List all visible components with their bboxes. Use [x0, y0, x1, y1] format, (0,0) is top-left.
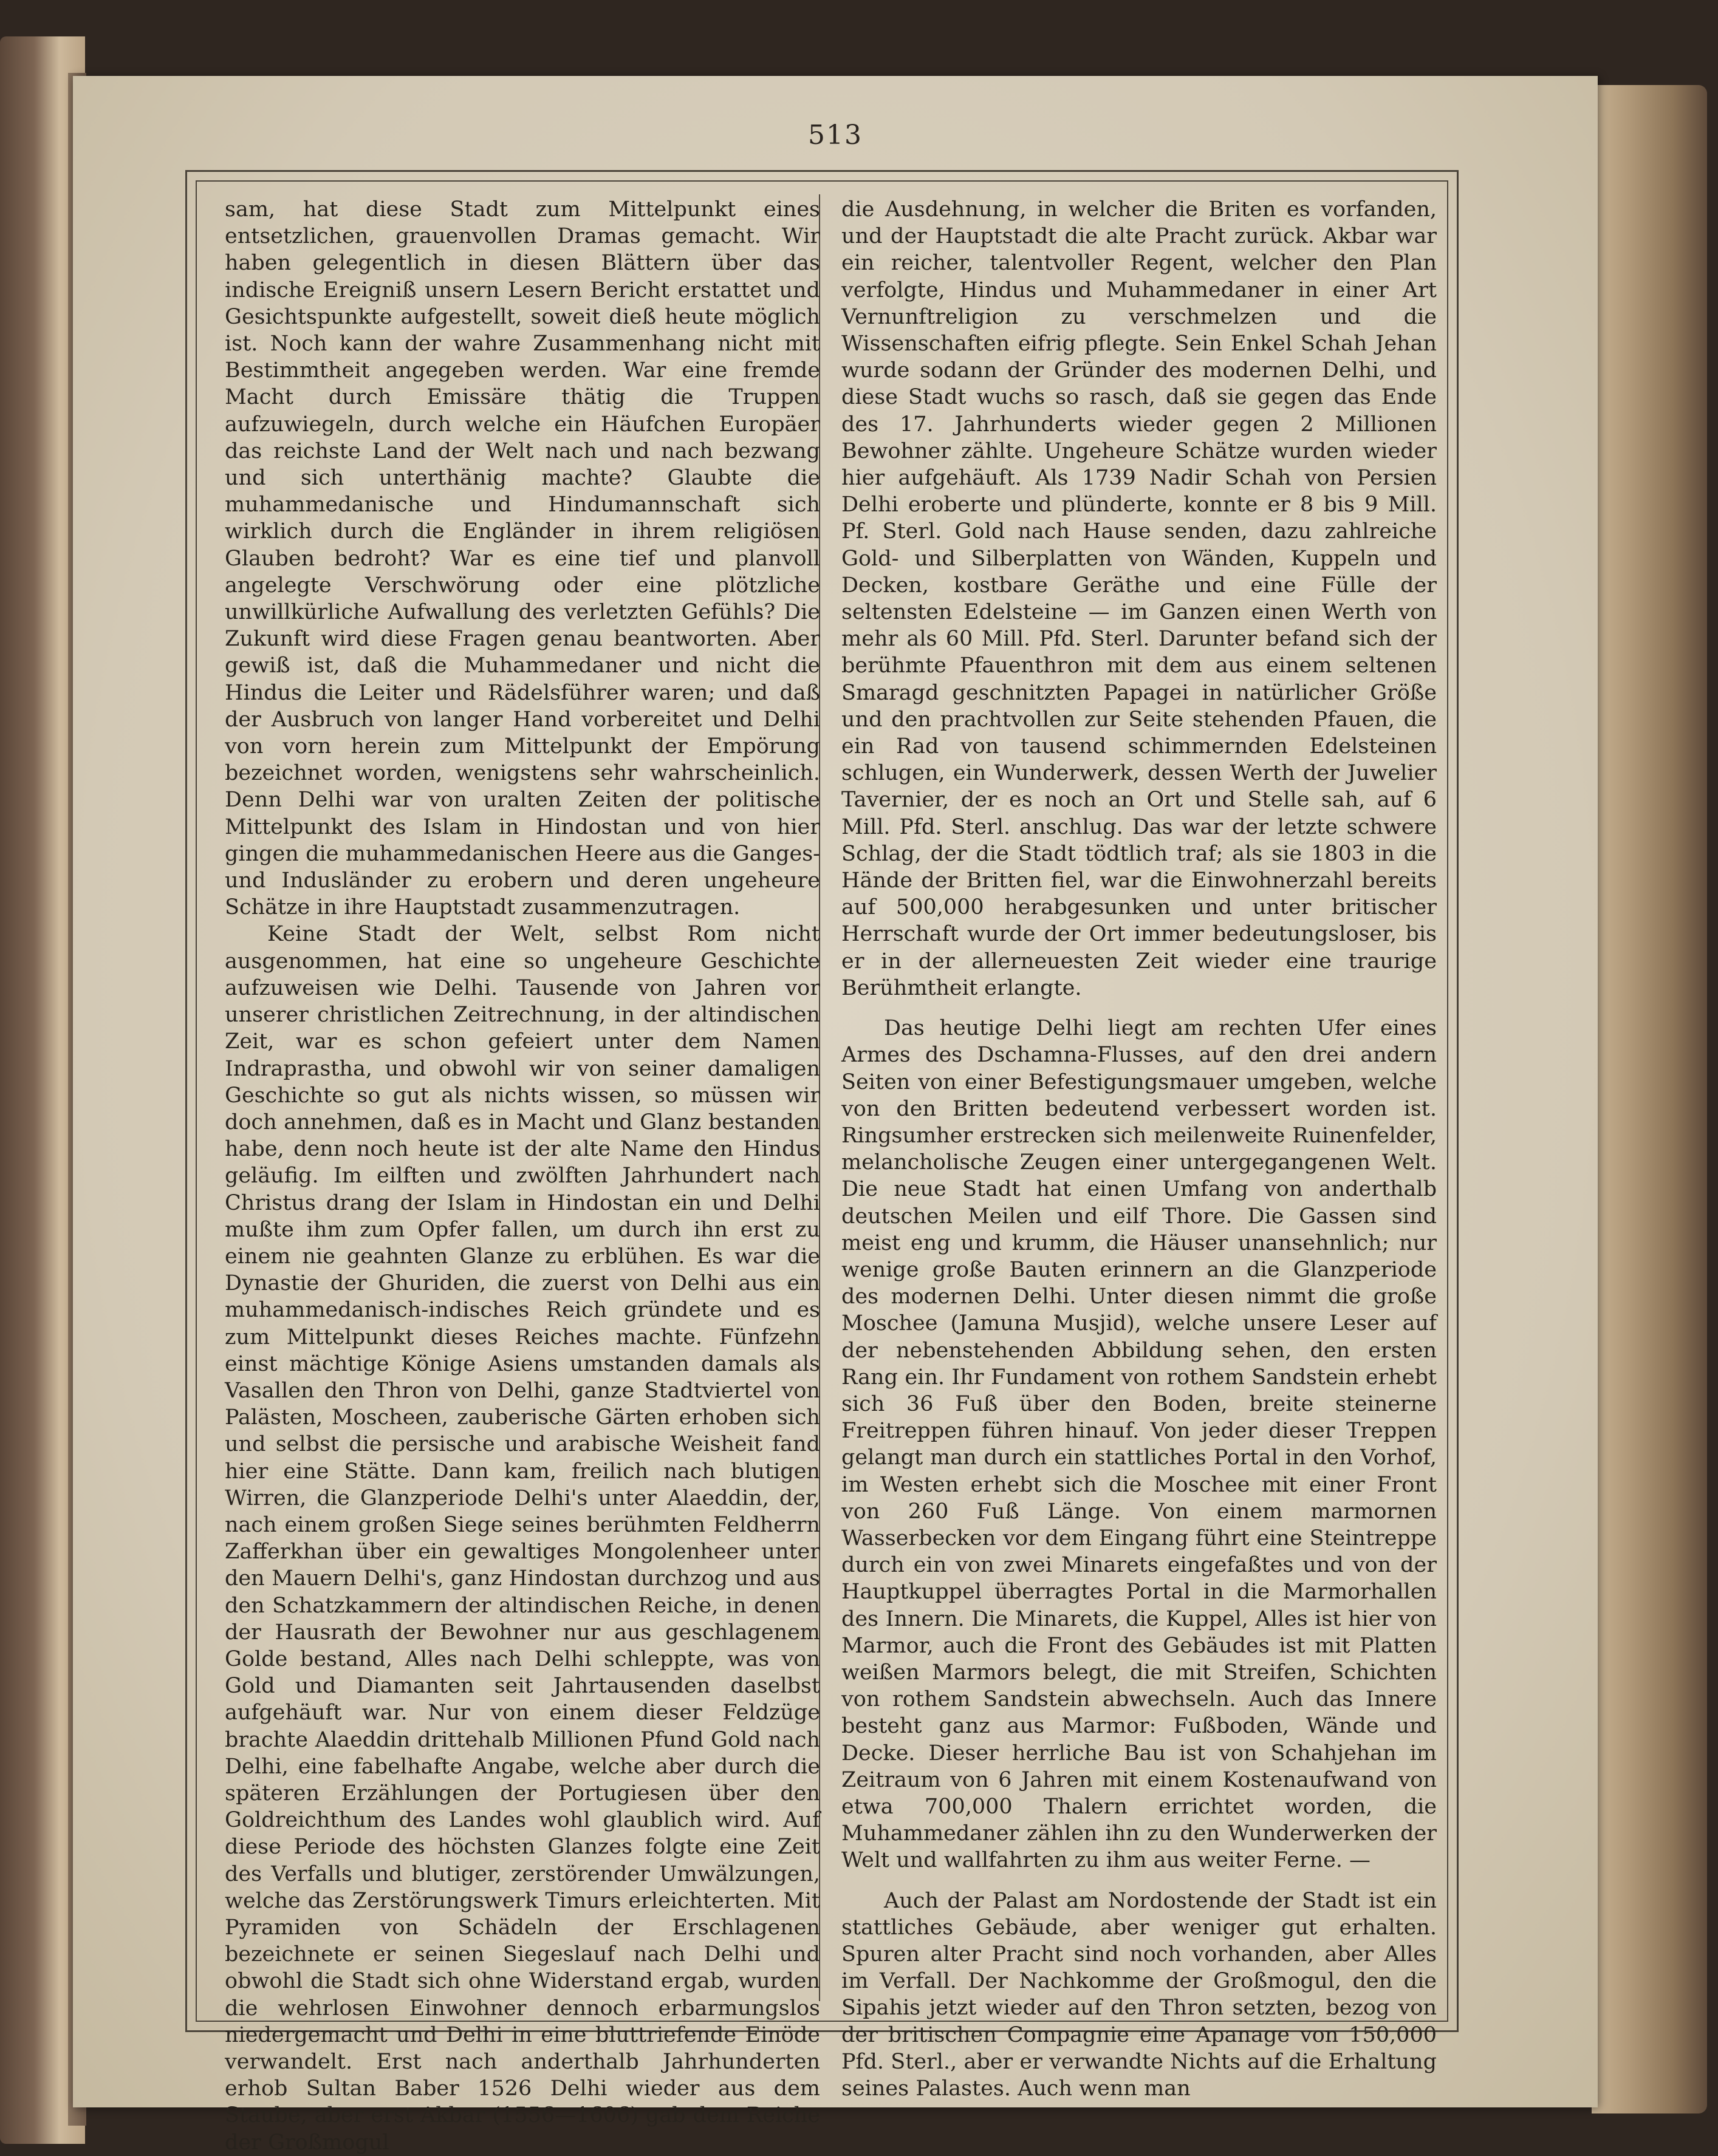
- right-paragraph-3: Auch der Palast am Nordostende der Stadt ist ein stattliches Gebäude, aber weniger gut erhalten. Spuren alter Pracht sind noch vorhanden, aber Alles im Verfall. Der Nachkomme der Großmogul, den die Sipahis jetzt wieder auf den Thron setzten, bezog von der britischen Compagnie eine Apanage von 150,000 Pfd. Sterl., aber er verwandte Nichts auf die Erhaltung seines Palastes. Auch wenn man: [841, 1888, 1437, 2101]
- book-page: [73, 76, 1598, 2155]
- page-number: 513: [808, 120, 863, 151]
- right-paragraph-2: Das heutige Delhi liegt am rechten Ufer eines Armes des Dschamna-Flusses, auf den drei andern Seiten von einer Befestigungsmauer umgeben, welche von den Britten bedeutend verbessert worden ist. Ringsumher erstrecken sich meilenweite Ruinenfelder, melancholische Zeugen einer untergegangenen Welt. Die neue Stadt hat einen Umfang von anderthalb deutschen Meilen und eilf Thore. Die Gassen sind meist eng und krumm, die Häuser unansehnlich; nur wenige große Bauten erinnern an die Glanzperiode des modernen Delhi. Unter diesen nimmt die große Moschee (Jamuna Musjid), welche unsere Leser auf der nebenstehenden Abbildung sehen, den ersten Rang ein. Ihr Fundament von rothem Sandstein erhebt sich 36 Fuß über den Boden, breite steinerne Freitreppen führen hinauf. Von jeder dieser Treppen gelangt man durch ein stattliches Portal in den Vorhof, im Westen erhebt sich die Moschee mit einer Front von 260 Fuß Länge. Von einem marmornen Wasserbecken vor dem Eingang führt eine Steintreppe durch ein von zwei Minarets eingefaßtes und von der Hauptkuppel überragtes Portal in die Marmorhallen des Innern. Die Minarets, die Kuppel, Alles ist hier von Marmor, auch die Front des Gebäudes ist mit Platten weißen Marmors belegt, die mit Streifen, Schichten von rothem Sandstein abwechseln. Auch das Innere besteht ganz aus Marmor: Fußboden, Wände und Decke. Dieser herrliche Bau ist von Schahjehan im Zeitraum von 6 Jahren mit einem Kostenaufwand von etwa 700,000 Thalern errichtet worden, die Muhammedaner zählen ihn zu den Wunderwerken der Welt und wallfahrten zu ihm aus weiter Ferne. —: [841, 1016, 1437, 1873]
- right-column: [841, 196, 1437, 2101]
- left-column: [225, 196, 820, 2155]
- right-paragraph-1: die Ausdehnung, in welcher die Briten es vorfanden, und der Hauptstadt die alte Pracht zurück. Akbar war ein reicher, talentvoller Regent, welcher den Plan verfolgte, Hindus und Muhammedaner in einer Art Vernunftreligion zu verschmelzen und die Wissenschaften eifrig pflegte. Sein Enkel Schah Jehan wurde sodann der Gründer des modernen Delhi, und diese Stadt wuchs so rasch, daß sie gegen das Ende des 17. Jahrhunderts wieder gegen 2 Millionen Bewohner zählte. Ungeheure Schätze wurden wieder hier aufgehäuft. Als 1739 Nadir Schah von Persien Delhi eroberte und plünderte, konnte er 8 bis 9 Mill. Pf. Sterl. Gold nach Hause senden, dazu zahlreiche Gold- und Silberplatten von Wänden, Kuppeln und Decken, kostbare Geräthe und eine Fülle der seltensten Edelsteine — im Ganzen einen Werth von mehr als 60 Mill. Pfd. Sterl. Darunter befand sich der berühmte Pfauenthron mit dem aus einem seltenen Smaragd geschnitzten Papagei in natürlicher Größe und den prachtvollen zur Seite stehenden Pfauen, die ein Rad von tausend schimmernden Edelsteinen schlugen, ein Wunderwerk, dessen Werth der Juwelier Tavernier, der es noch an Ort und Stelle sah, auf 6 Mill. Pfd. Sterl. anschlug. Das war der letzte schwere Schlag, der die Stadt tödtlich traf; als sie 1803 in die Hände der Britten fiel, war die Einwohnerzahl bereits auf 500,000 herabgesunken und unter britischer Herrschaft wurde der Ort immer bedeutungsloser, bis er in der allerneuesten Zeit wieder eine traurige Berühmtheit erlangte.: [841, 197, 1437, 1000]
- right-page-stack: [1592, 85, 1707, 2113]
- left-paragraph-1: sam, hat diese Stadt zum Mittelpunkt eines entsetzlichen, grauenvollen Dramas gemacht. Wir haben gelegentlich in diesen Blättern über das indische Ereigniß unsern Lesern Bericht erstattet und Gesichtspunkte aufgestellt, soweit dieß heute möglich ist. Noch kann der wahre Zusammenhang nicht mit Bestimmtheit angegeben werden. War eine fremde Macht durch Emissäre thätig die Truppen aufzuwiegeln, durch welche ein Häufchen Europäer das reichste Land der Welt nach und nach bezwang und sich unterthänig machte? Glaubte die muhammedanische und Hindumannschaft sich wirklich durch die Engländer in ihrem religiösen Glauben bedroht? War es eine tief und planvoll angelegte Verschwörung oder eine plötzliche unwillkürliche Aufwallung des verletzten Gefühls? Die Zukunft wird diese Fragen genau beantworten. Aber gewiß ist, daß die Muhammedaner und nicht die Hindus die Leiter und Rädelsführer waren; und daß der Ausbruch von langer Hand vorbereitet und Delhi von vorn herein zum Mittelpunkt der Empörung bezeichnet worden, wenigstens sehr wahrscheinlich. Denn Delhi war von uralten Zeiten der politische Mittelpunkt des Islam in Hindostan und von hier gingen die muhammedanischen Heere aus die Ganges- und Indusländer zu erobern und deren ungeheure Schätze in ihre Hauptstadt zusammenzutragen.: [225, 197, 820, 920]
- left-paragraph-2: Keine Stadt der Welt, selbst Rom nicht ausgenommen, hat eine so ungeheure Geschichte aufzuweisen wie Delhi. Tausende von Jahren vor unserer christlichen Zeitrechnung, in der altindischen Zeit, war es schon gefeiert unter dem Namen Indraprastha, und obwohl wir von seiner damaligen Geschichte so gut als nichts wissen, so müssen wir doch annehmen, daß es in Macht und Glanz bestanden habe, denn noch heute ist der alte Name den Hindus geläufig. Im eilften und zwölften Jahrhundert nach Christus drang der Islam in Hindostan ein und Delhi mußte ihm zum Opfer fallen, um durch ihn erst zu einem nie geahnten Glanze zu erblühen. Es war die Dynastie der Ghuriden, die zuerst von Delhi aus ein muhammedanisch-indisches Reich gründete und es zum Mittelpunkt dieses Reiches machte. Fünfzehn einst mächtige Könige Asiens umstanden damals als Vasallen den Thron von Delhi, ganze Stadtviertel von Palästen, Moscheen, zauberische Gärten erhoben sich und selbst die persische und arabische Weisheit fand hier eine Stätte. Dann kam, freilich nach blutigen Wirren, die Glanzperiode Delhi's unter Alaeddin, der, nach einem großen Siege seines berühmten Feldherrn Zafferkhan über ein gewaltiges Mongolenheer unter den Mauern Delhi's, ganz Hindostan durchzog und aus den Schatzkammern der altindischen Reiche, in denen der Hausrath der Bewohner nur aus geschlagenem Golde bestand, Alles nach Delhi schleppte, was von Gold und Diamanten seit Jahrtausenden daselbst aufgehäuft war. Nur von einem dieser Feldzüge brachte Alaeddin drittehalb Millionen Pfund Gold nach Delhi, eine fabelhafte Angabe, welche aber durch die späteren Erzählungen der Portugiesen über den Goldreichthum des Landes wohl glaublich wird. Auf diese Periode des höchsten Glanzes folgte eine Zeit des Verfalls und blutiger, zerstörender Umwälzungen, welche das Zerstörungswerk Timurs erleichterten. Mit Pyramiden von Schädeln der Erschlagenen bezeichnete er seinen Siegeslauf nach Delhi und obwohl die Stadt sich ohne Widerstand ergab, wurden die wehrlosen Einwohner dennoch erbarmungslos niedergemacht und Delhi in eine bluttriefende Einöde verwandelt. Erst nach anderthalb Jahrhunderten erhob Sultan Baber 1526 Delhi wieder aus dem Staube, aber erst Akbar (1556—1606) gab dem Reiche der Großmogul: [225, 922, 820, 2155]
